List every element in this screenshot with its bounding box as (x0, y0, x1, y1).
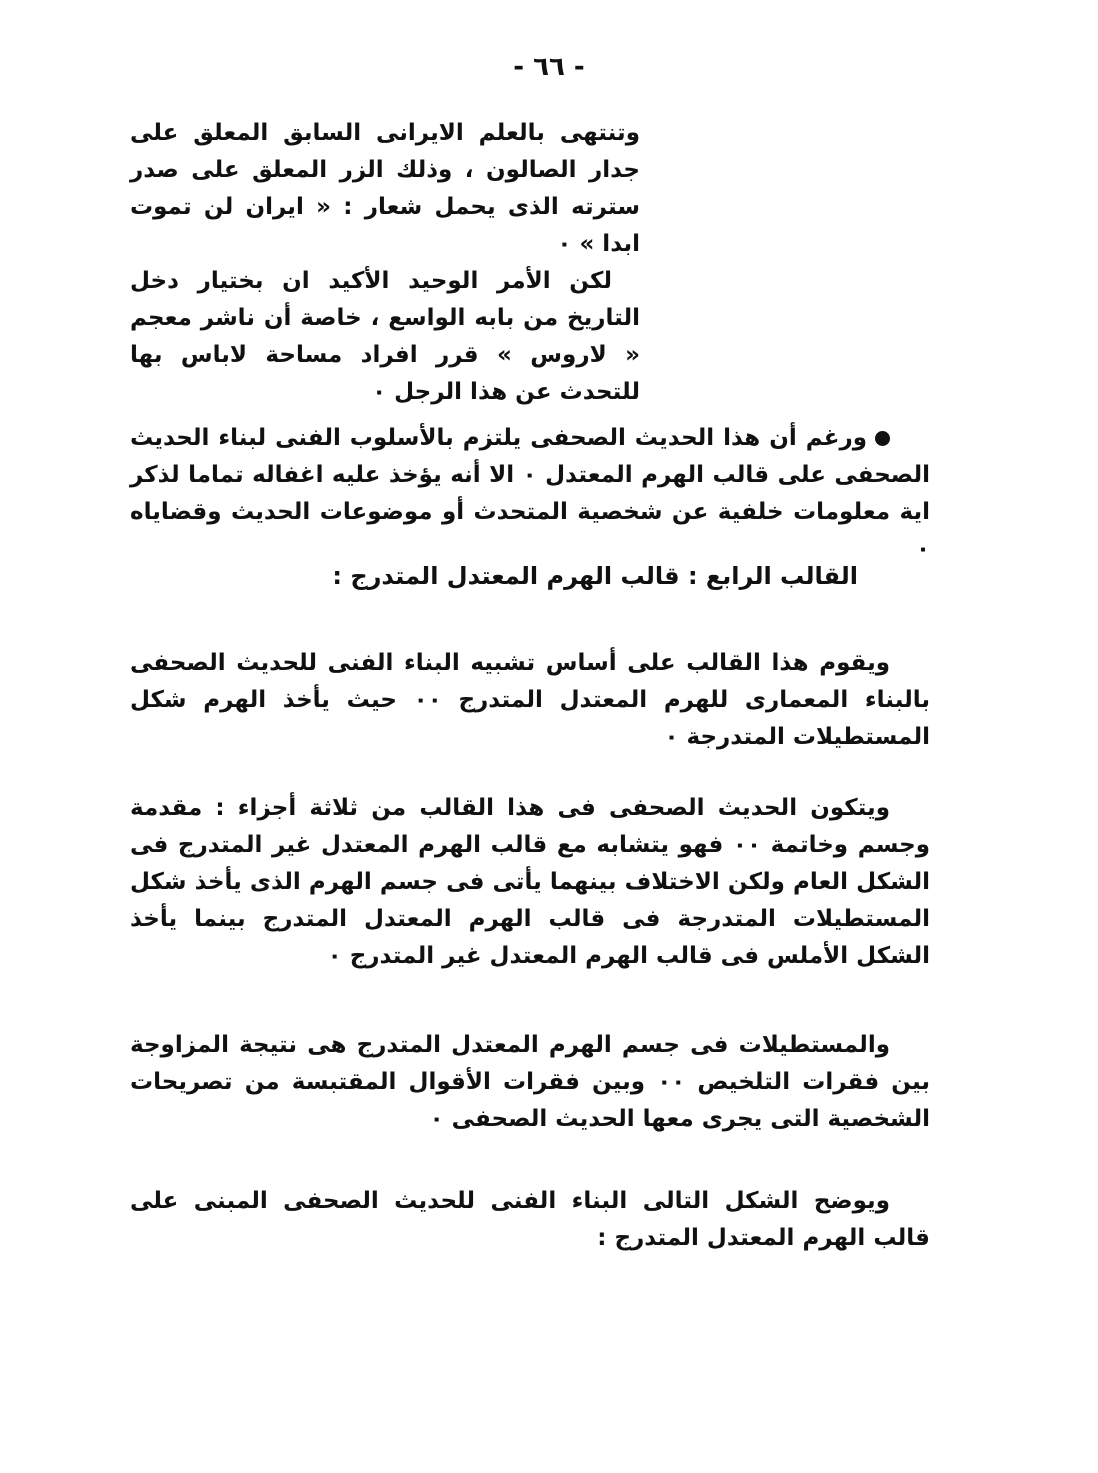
body-paragraph-4 (130, 1183, 930, 1257)
section-heading: القالب الرابع : قالب الهرم المعتدل المتدرج : (332, 562, 858, 590)
bullet-paragraph (130, 420, 930, 568)
bullet-paragraph-block (130, 420, 930, 568)
body-paragraph-2 (130, 790, 930, 975)
quoted-text-block (130, 115, 640, 411)
bullet-icon (875, 431, 890, 446)
paragraph: ويتكون الحديث الصحفى فى هذا القالب من ثلاثة أجزاء : مقدمة وجسم وخاتمة ٠٠ فهو يتشابه مع قالب الهرم المعتدل غير المتدرج فى الشكل العام ولكن الاختلاف بينهما يأتى فى جسم الهرم الذى يأخذ شكل المستطيلات المتدرجة فى قالب الهرم المعتدل المتدرج بينما يأخذ الشكل الأملس فى قالب الهرم المعتدل غير المتدرج ٠ (130, 795, 931, 969)
paragraph: ويقوم هذا القالب على أساس تشبيه البناء الفنى للحديث الصحفى بالبناء المعمارى للهرم المعتدل المتدرج ٠٠ حيث يأخذ الهرم شكل المستطيلات المتدرجة ٠ (130, 650, 930, 750)
quote-paragraph: لكن الأمر الوحيد الأكيد ان بختيار دخل التاريخ من بابه الواسع ، خاصة أن ناشر معجم « لاروس » قرر افراد مساحة لاباس بها للتحدث عن هذا الرجل ٠ (130, 268, 640, 405)
page-number: - ٦٦ - (513, 52, 585, 82)
paragraph: والمستطيلات فى جسم الهرم المعتدل المتدرج هى نتيجة المزاوجة بين فقرات التلخيص ٠٠ وبين فقرات الأقوال المقتبسة من تصريحات الشخصية التى يجرى معها الحديث الصحفى ٠ (130, 1032, 930, 1132)
body-paragraph-3 (130, 1027, 930, 1138)
body-paragraph-1 (130, 645, 930, 756)
paragraph: ويوضح الشكل التالى البناء الفنى للحديث الصحفى المبنى على قالب الهرم المعتدل المتدرج : (130, 1188, 930, 1251)
bullet-paragraph-text: ورغم أن هذا الحديث الصحفى يلتزم بالأسلوب الفنى لبناء الحديث الصحفى على قالب الهرم المعتدل ٠ الا أنه يؤخذ عليه اغفاله تماما لذكر اية معلومات خلفية عن شخصية المتحدث أو موضوعات الحديث وقضاياه ٠ (130, 425, 930, 562)
quote-paragraph: وتنتهى بالعلم الايرانى السابق المعلق على جدار الصالون ، وذلك الزر المعلق على صدر سترته الذى يحمل شعار : « ايران لن تموت ابدا » ٠ (130, 120, 640, 257)
